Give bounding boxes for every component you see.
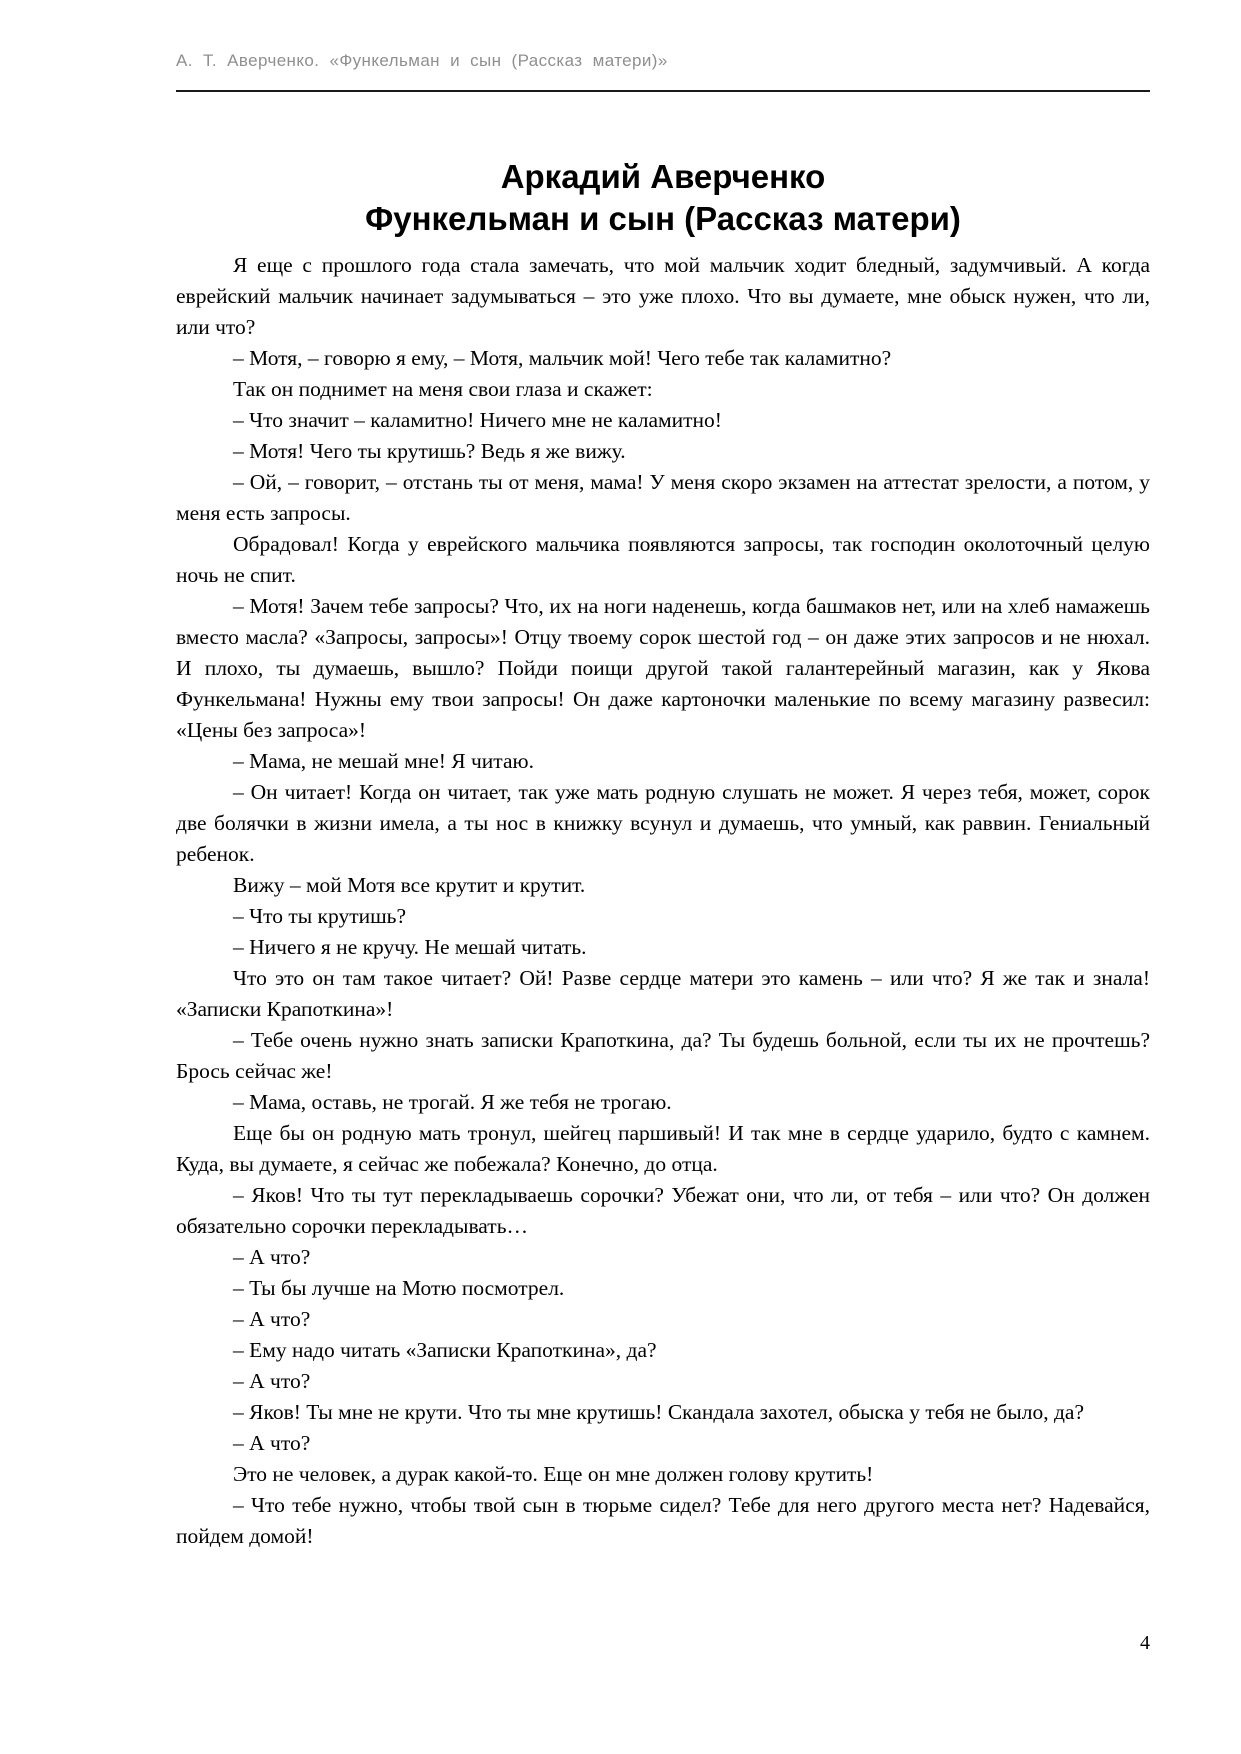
page-title-work: Функельман и сын (Рассказ матери): [365, 200, 961, 237]
paragraph: Я еще с прошлого года стала замечать, что мой мальчик ходит бледный, задумчивый. А когда еврейский мальчик начинает задумываться – это уже плохо. Что вы думаете, мне обыск нужен, что ли, или что?: [176, 253, 1150, 339]
paragraph: – А что?: [233, 1431, 311, 1455]
header-rule: [176, 90, 1150, 92]
paragraph: – Что тебе нужно, чтобы твой сын в тюрьме сидел? Тебе для него другого места нет? Надевайся, пойдем домой!: [176, 1493, 1150, 1548]
paragraph: – Яков! Что ты тут перекладываешь сорочки? Убежат они, что ли, от тебя – или что? Он должен обязательно сорочки перекладывать…: [176, 1183, 1150, 1238]
paragraph: Так он поднимет на меня свои глаза и скажет:: [233, 377, 653, 401]
paragraph: – Мама, не мешай мне! Я читаю.: [233, 749, 534, 773]
paragraph: – Он читает! Когда он читает, так уже мать родную слушать не может. Я через тебя, может, сорок две болячки в жизни имела, а ты нос в книжку всунул и думаешь, что умный, как раввин. Гениальный ребенок.: [176, 780, 1150, 866]
paragraph: – Ничего я не кручу. Не мешай читать.: [233, 935, 587, 959]
paragraph: – Мотя, – говорю я ему, – Мотя, мальчик мой! Чего тебе так каламитно?: [233, 346, 892, 370]
paragraph: – Тебе очень нужно знать записки Крапоткина, да? Ты будешь больной, если ты их не прочтешь? Брось сейчас же!: [176, 1028, 1150, 1083]
paragraph: – А что?: [233, 1369, 311, 1393]
paragraph: – Яков! Ты мне не крути. Что ты мне крутишь! Скандала захотел, обыска у тебя не было, да?: [233, 1400, 1085, 1424]
paragraph: – А что?: [233, 1307, 311, 1331]
paragraph: Обрадовал! Когда у еврейского мальчика появляются запросы, так господин околоточный целую ночь не спит.: [176, 532, 1150, 587]
paragraph: – А что?: [233, 1245, 311, 1269]
paragraph: – Что значит – каламитно! Ничего мне не каламитно!: [233, 408, 722, 432]
title-block: [176, 156, 1150, 240]
page-title-author: Аркадий Аверченко: [500, 158, 826, 195]
page-number: 4: [1140, 1632, 1150, 1654]
running-head: А. Т. Аверченко. «Функельман и сын (Рассказ матери)»: [176, 51, 668, 70]
paragraph: – Мотя! Чего ты крутишь? Ведь я же вижу.: [233, 439, 626, 463]
paragraph: – Мотя! Зачем тебе запросы? Что, их на ноги наденешь, когда башмаков нет, или на хлеб намажешь вместо масла? «Запросы, запросы»! Отцу твоему сорок шестой год – он даже этих запросов и не нюхал. И плохо, ты думаешь, вышло? Пойди поищи другой такой галантерейный магазин, как у Якова Функельмана! Нужны ему твои запросы! Он даже картоночки маленькие по всему магазину развесил: «Цены без запроса»!: [176, 594, 1150, 742]
paragraph: – Ой, – говорит, – отстань ты от меня, мама! У меня скоро экзамен на аттестат зрелости, а потом, у меня есть запросы.: [176, 470, 1150, 525]
paragraph: – Ему надо читать «Записки Крапоткина», да?: [233, 1338, 657, 1362]
paragraph: – Мама, оставь, не трогай. Я же тебя не трогаю.: [233, 1090, 672, 1114]
paragraph: Это не человек, а дурак какой-то. Еще он мне должен голову крутить!: [233, 1462, 874, 1486]
paragraph: – Ты бы лучше на Мотю посмотрел.: [233, 1276, 565, 1300]
paragraph: – Что ты крутишь?: [233, 904, 407, 928]
paragraph: Что это он там такое читает? Ой! Разве сердце матери это камень – или что? Я же так и знала! «Записки Крапоткина»!: [176, 966, 1150, 1021]
paragraph: Еще бы он родную мать тронул, шейгец паршивый! И так мне в сердце ударило, будто с камнем. Куда, вы думаете, я сейчас же побежала? Конечно, до отца.: [176, 1121, 1150, 1176]
body-text: [176, 250, 1150, 1552]
paragraph: Вижу – мой Мотя все крутит и крутит.: [233, 873, 586, 897]
